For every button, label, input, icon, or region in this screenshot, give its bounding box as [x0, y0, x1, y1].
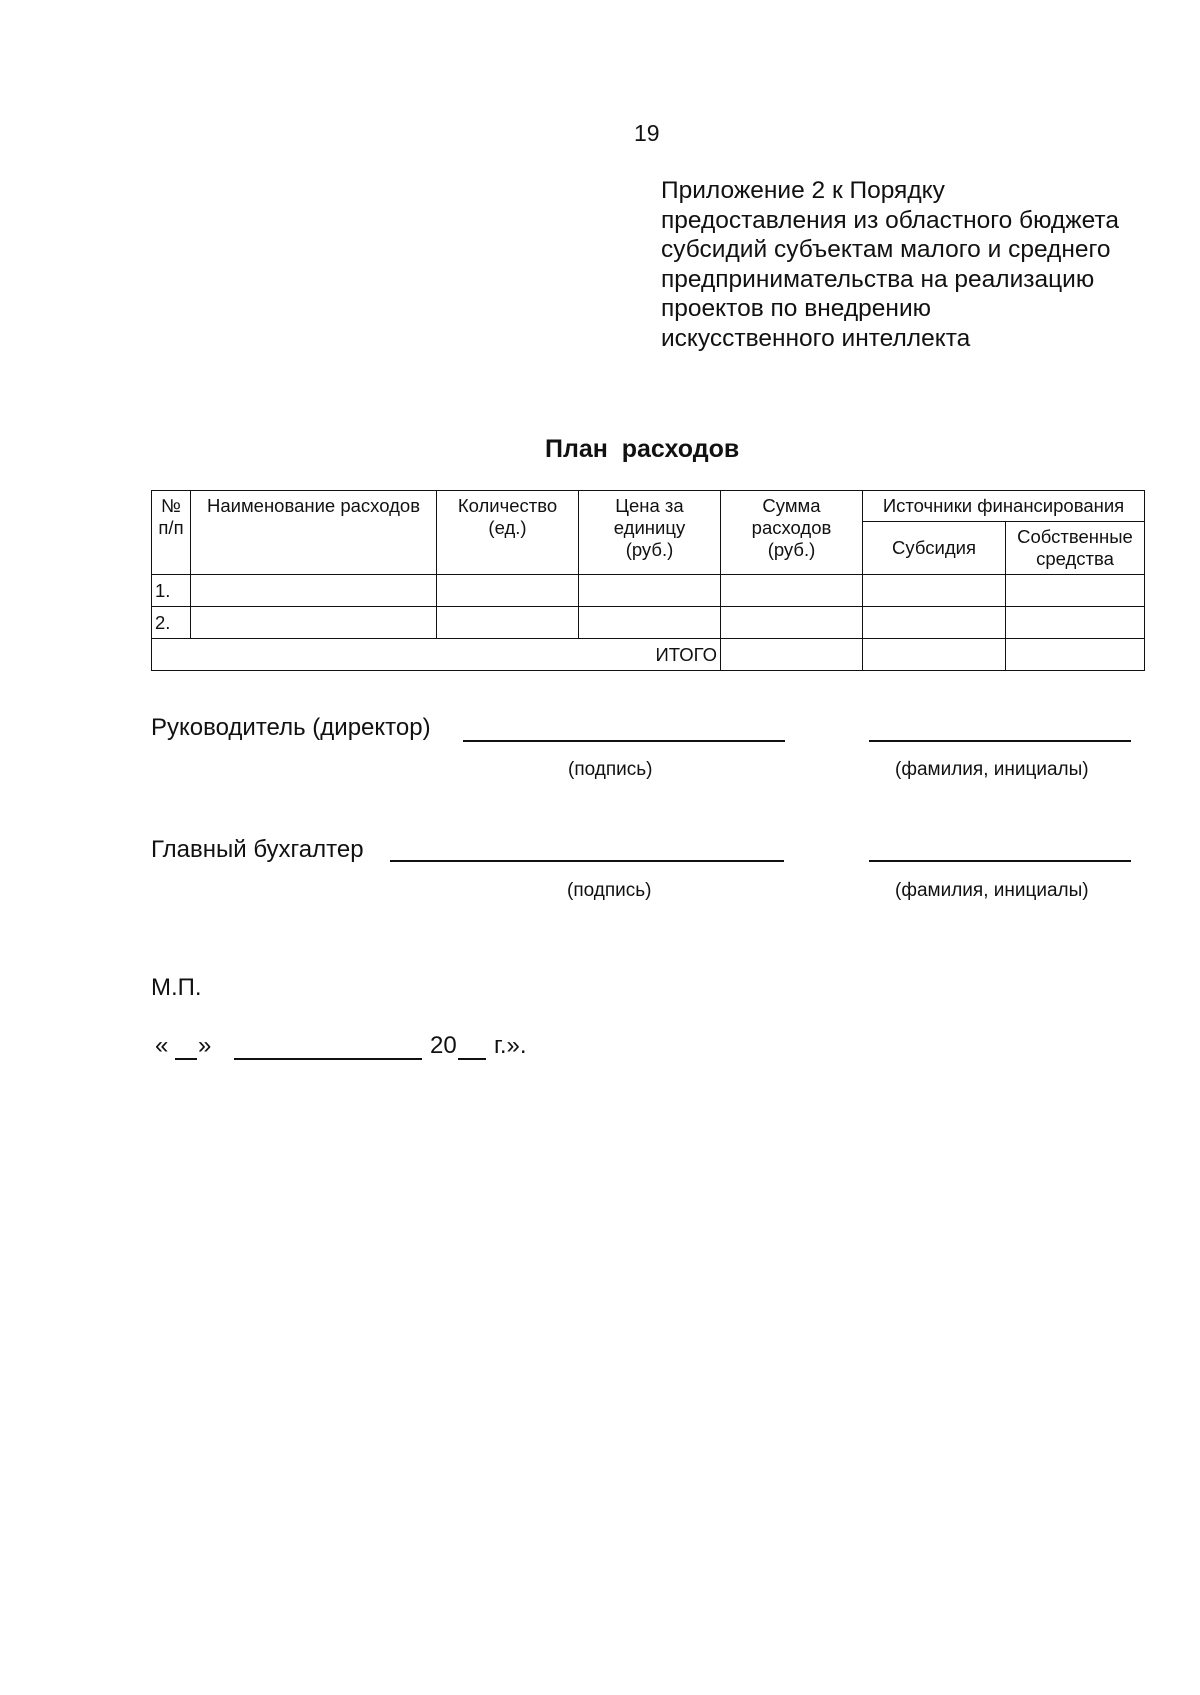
cell-price[interactable]	[579, 607, 721, 639]
cell-sum[interactable]	[721, 607, 863, 639]
date-year-prefix: 20	[430, 1032, 457, 1059]
director-sign-caption: (подпись)	[568, 759, 653, 780]
director-name-caption: (фамилия, инициалы)	[895, 759, 1089, 780]
cell-name[interactable]	[191, 575, 437, 607]
header-sum-line: расходов	[751, 517, 832, 538]
header-num	[152, 491, 191, 575]
appendix-line: субсидий субъектам малого и среднего	[661, 236, 1111, 263]
header-quantity	[437, 491, 579, 575]
director-label: Руководитель (директор)	[151, 714, 431, 741]
header-price-line: Цена за	[615, 495, 684, 516]
header-own-funds	[1006, 522, 1145, 575]
total-label: ИТОГО	[152, 639, 721, 671]
header-name: Наименование расходов	[191, 491, 437, 575]
total-row	[152, 639, 1145, 671]
date-year-line[interactable]	[458, 1058, 486, 1060]
cell-own-funds[interactable]	[1006, 607, 1145, 639]
table-header-row	[152, 491, 1145, 522]
appendix-line: предоставления из областного бюджета	[661, 206, 1119, 234]
cell-subsidy[interactable]	[863, 575, 1006, 607]
header-own-line: Собственные	[1017, 526, 1133, 547]
cell-total-own-funds[interactable]	[1006, 639, 1145, 671]
header-quantity-line: Количество	[457, 495, 558, 516]
date-suffix: г.».	[494, 1032, 527, 1059]
cell-total-subsidy[interactable]	[863, 639, 1006, 671]
stamp-placeholder: М.П.	[151, 974, 202, 1001]
row-number: 2.	[152, 607, 191, 639]
row-number: 1.	[152, 575, 191, 607]
header-sum	[721, 491, 863, 575]
accountant-signature-line[interactable]	[390, 860, 784, 862]
header-subsidy: Субсидия	[863, 522, 1006, 575]
director-signature-line[interactable]	[463, 740, 785, 742]
header-sources: Источники финансирования	[863, 491, 1145, 522]
cell-price[interactable]	[579, 575, 721, 607]
header-price-line: (руб.)	[625, 539, 674, 560]
document-title: План расходов	[545, 435, 740, 463]
date-close-quote: »	[198, 1032, 212, 1059]
cell-quantity[interactable]	[437, 575, 579, 607]
cell-quantity[interactable]	[437, 607, 579, 639]
header-sum-line: (руб.)	[767, 539, 816, 560]
appendix-line: проектов по внедрению	[661, 295, 932, 322]
accountant-label: Главный бухгалтер	[151, 836, 364, 863]
appendix-line: искусственного интеллекта	[661, 324, 971, 352]
cell-name[interactable]	[191, 607, 437, 639]
cell-own-funds[interactable]	[1006, 575, 1145, 607]
header-num-line: п/п	[158, 517, 184, 538]
accountant-sign-caption: (подпись)	[567, 880, 652, 901]
page-number: 19	[634, 120, 660, 146]
cell-subsidy[interactable]	[863, 607, 1006, 639]
accountant-name-caption: (фамилия, инициалы)	[895, 880, 1089, 901]
expense-plan-table	[151, 490, 1145, 671]
appendix-line: Приложение 2 к Порядку	[661, 177, 945, 204]
cell-total-sum[interactable]	[721, 639, 863, 671]
appendix-line: предпринимательства на реализацию	[661, 265, 1095, 293]
header-own-line: средства	[1036, 548, 1114, 569]
table-row	[152, 575, 1145, 607]
table-row	[152, 607, 1145, 639]
director-name-line[interactable]	[869, 740, 1131, 742]
cell-sum[interactable]	[721, 575, 863, 607]
header-sum-line: Сумма	[762, 495, 821, 516]
appendix-note	[661, 176, 1161, 353]
date-day-line[interactable]	[175, 1058, 197, 1060]
header-price	[579, 491, 721, 575]
date-open-quote: «	[155, 1032, 169, 1059]
header-quantity-line: (ед.)	[488, 517, 527, 538]
accountant-name-line[interactable]	[869, 860, 1131, 862]
header-price-line: единицу	[613, 517, 686, 538]
date-month-line[interactable]	[234, 1058, 422, 1060]
header-num-line: №	[161, 495, 181, 516]
